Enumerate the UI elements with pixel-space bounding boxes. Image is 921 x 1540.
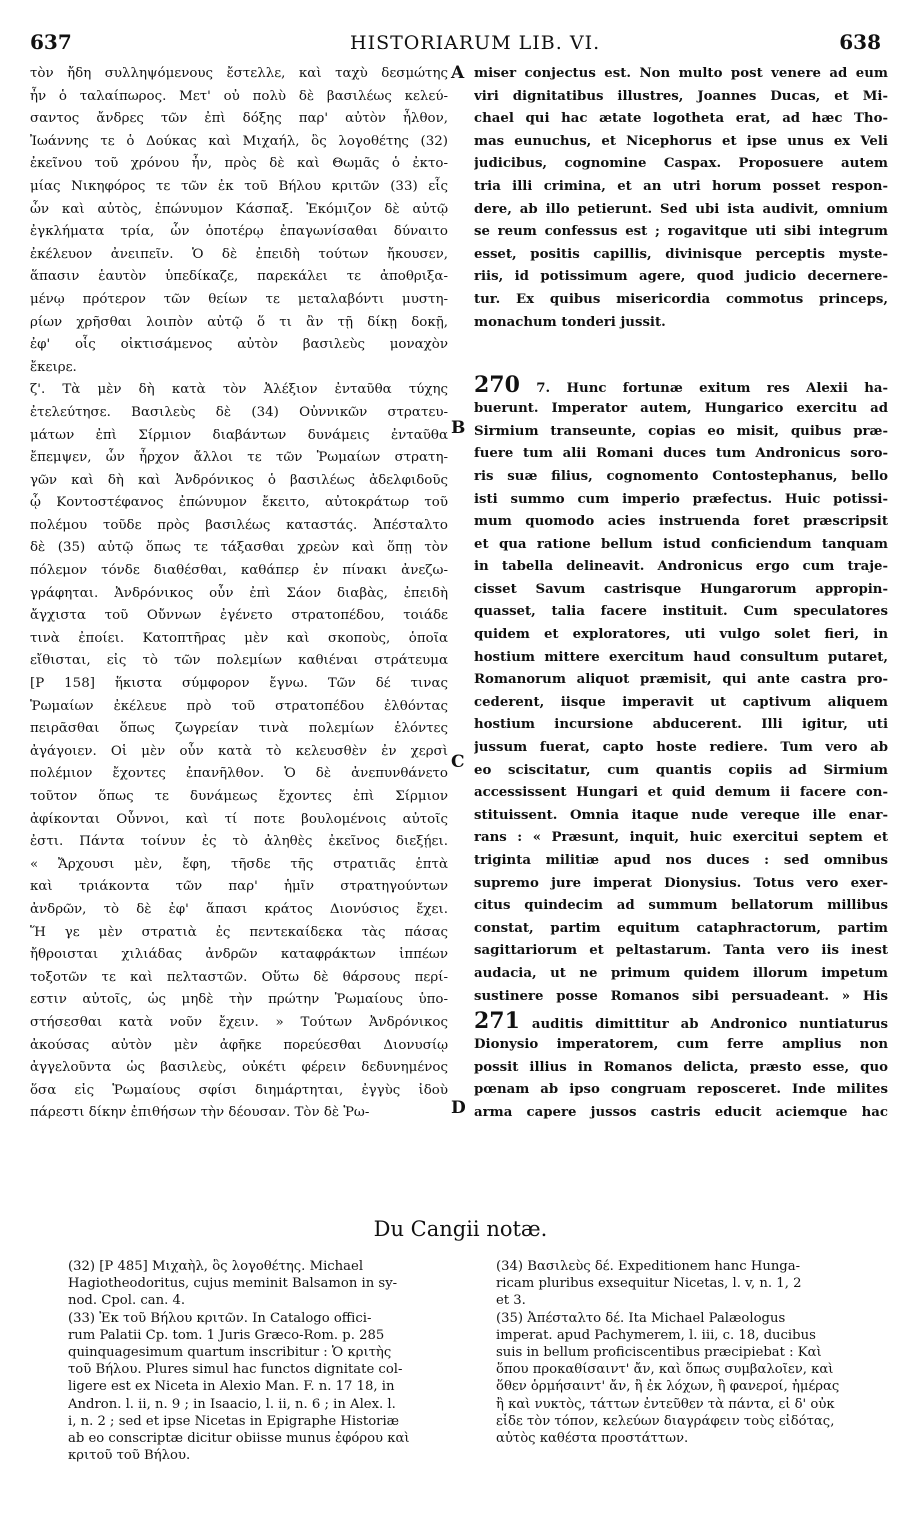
notes-right-line: ἢ καὶ νυκτὸς, τάττων ἐντεῦθεν τὰ πάντα, εἰ δ' οὐκ	[496, 1396, 835, 1412]
latin-b-line: hostium mittere exercitum haud consultum putaret,	[474, 649, 888, 665]
latin-b-line: citus quindecim ad summum bellatorum millibus	[474, 898, 888, 914]
latin-a-line: chael qui hac ætate logotheta erat, ad hæc Tho-	[474, 111, 888, 127]
latin-c-line: possit illius in Romanos delicta, præsto esse, quo	[474, 1059, 888, 1075]
greek-line: Ῥωμαίων ἐκέλευε πρὸ τοῦ στρατοπέδου ἐλθόντας	[30, 698, 448, 714]
greek-line: πολέμιον ἔχοντες ἐπανῆλθον. Ὁ δὲ ἀνεπυνθάνετο	[30, 766, 448, 782]
latin-b-line: supremo jure imperat Dionysius. Totus vero exer-	[474, 875, 888, 891]
latin-b-line: jussum fuerat, capto hoste rediere. Tum vero ab	[474, 740, 888, 756]
greek-line: ἐτελεύτησε. Βασιλεὺς δὲ (34) Οὐννικῶν στρατευ-	[30, 404, 448, 420]
latin-b-line: Sirmium transeunte, copias eo misit, quibus præ-	[474, 423, 888, 439]
greek-line: ἔκειρε.	[30, 359, 77, 375]
notes-left-line: κριτοῦ τοῦ Βήλου.	[68, 1448, 191, 1464]
notes-left-column	[68, 1258, 452, 1464]
greek-line: εστιν αὐτοῖς, ὡς μηδὲ τὴν πρώτην Ῥωμαίους ὑπο-	[30, 992, 448, 1008]
notes-right-line: ὅθεν ὁρμήσαιντ' ἄν, ἢ ἐκ λόχων, ἢ φανεροί, ἡμέρας	[496, 1379, 840, 1395]
greek-line: μάτων ἐπὶ Σίρμιον διαβάντων δυνάμεις ἐνταῦθα	[30, 427, 448, 443]
latin-b-line: quidem et exploratores, uti vulgo solet fieri, in	[474, 627, 888, 643]
greek-line: ζ'. Τὰ μὲν δὴ κατὰ τὸν Ἀλέξιον ἐνταῦθα τύχης	[30, 382, 448, 398]
notes-left-line: rum Palatii Cp. tom. 1 Juris Græco-Rom. p. 285	[68, 1327, 385, 1343]
latin-b-line: hostium incursione abducerent. Illi igitur, uti	[474, 717, 888, 733]
latin-line: 7. Hunc fortunæ exitum res Alexii ha-	[536, 381, 888, 397]
latin-a-line: viri dignitatibus illustres, Joannes Ducas, et Mi-	[474, 88, 888, 104]
greek-line: τινὰ ἐποίει. Κατοπτῆρας μὲν καὶ σκοποὺς, ὁποῖα	[30, 630, 448, 646]
greek-line: ἐγκλήματα τρία, ὧν ὁποτέρῳ ἐπαγωνίσαθαι δύναιτο	[30, 224, 448, 240]
notes-right-line: ὅπου προκαθίσαιντ' ἄν, καὶ ὅπως συμβαλοῖεν, καὶ	[496, 1362, 834, 1378]
notes-right-line: imperat. apud Pachymerem, l. iii, c. 18, ducibus	[496, 1327, 816, 1343]
page-header	[30, 30, 881, 64]
greek-line: [P 158] ἥκιστα σύμφορον ἔγνω. Τῶν δέ τινας	[30, 676, 448, 692]
greek-line: ὅσα εἰς Ῥωμαίους σφίσι διημάρτηται, ἐγγὺς ἰδοὺ	[30, 1082, 448, 1098]
latin-line: auditis dimittitur ab Andronico nuntiaturus	[531, 1017, 888, 1033]
greek-line: πάρεστι δίκην ἐπιθήσων τὴν δέουσαν. Τὸν δὲ Ῥω-	[30, 1105, 370, 1121]
latin-b-line: cederent, iisque imperavit ut captivum aliquem	[474, 694, 888, 710]
latin-b-line: et qua ratione bellum istud conficiendum tanquam	[474, 536, 888, 552]
greek-line: ᾧ Κοντοστέφανος ἐπώνυμον ἔκειτο, αὐτοκράτωρ τοῦ	[30, 495, 448, 511]
greek-line: ὧν καὶ αὐτὸς, ἐπώνυμον Κάσπαξ. Ἐκόμιζον δὲ αὐτῷ	[30, 201, 448, 217]
notes-left-line: Hagiotheodoritus, cujus meminit Balsamon in sy-	[68, 1276, 398, 1292]
greek-line: δὲ (35) αὐτῷ ὅπως τε τάξασθαι χρεὼν καὶ ὅπῃ τὸν	[30, 540, 448, 556]
latin-section-271-first-line	[474, 1008, 888, 1034]
greek-line: ἀκούσας αὐτὸν μὲν ἀφῆκε πορεύεσθαι Διονυσίῳ	[30, 1037, 448, 1053]
latin-b-line: audacia, ut ne primum quidem illorum impetum	[474, 965, 888, 981]
greek-line: ἐφ' οἷς οἰκτισάμενος αὐτὸν βασιλεὺς μοναχὸν	[30, 337, 448, 353]
latin-paragraph-b	[474, 398, 888, 1008]
notes-left-line: quinquagesimum quartum inscribitur : Ὁ κριτὴς	[68, 1344, 392, 1360]
greek-line: ἄγχιστα τοῦ Οὔννων ἐγένετο στρατοπέδου, τοιάδε	[30, 608, 448, 624]
notes-left-line: (33) Ἐκ τοῦ Βήλου κριτῶν. In Catalogo offici-	[68, 1310, 372, 1326]
greek-line: Ἰωάννης τε ὁ Δούκας καὶ Μιχαήλ, ὃς λογοθέτης (32)	[30, 133, 448, 149]
latin-b-line: ris suæ filius, cognomento Contostephanus, bello	[474, 468, 888, 484]
latin-b-line: eo sciscitatur, cum quantis copiis ad Sirmium	[474, 762, 888, 778]
notes-left-line: ligere est ex Niceta in Alexio Man. F. n. 17 18, in	[68, 1379, 395, 1395]
notes-left-line: ab eo conscriptæ dicitur obiisse munus ἐφόρου καὶ	[68, 1430, 410, 1446]
latin-b-line: constat, partim equitum cataphractorum, partim	[474, 920, 888, 936]
greek-line: « Ἄρχουσι μὲν, ἔφη, τῆσδε τῆς στρατιᾶς ἑπτὰ	[30, 856, 448, 872]
latin-b-line: cisset Savum castrisque Hungarorum appropin-	[474, 581, 888, 597]
page-number-right: 638	[839, 30, 881, 54]
latin-b-line: sustinere posse Romanos sibi persuadeant. » His	[474, 988, 888, 1004]
greek-line: ἤθροισται χιλιάδας ἀνδρῶν καταφράκτων ἱππέων	[30, 947, 448, 963]
marginal-number-271: 271	[474, 1008, 520, 1035]
margin-letter-c: C	[451, 752, 465, 772]
latin-a-line: esset, positis capillis, divinisque perceptis myste-	[474, 246, 888, 262]
greek-line: πειρᾶσθαι ὅπως ζωγρείαν τινὰ πολεμίων ἑλόντες	[30, 721, 448, 737]
greek-line: τοῦτον ὅπως τε δυνάμεως ἔχοντες ἐπὶ Σίρμιον	[30, 789, 448, 804]
greek-line: ρίων χρῆσθαι λοιπὸν αὐτῷ ὅ τι ἂν τῇ δίκῃ δοκῇ,	[30, 314, 448, 330]
latin-paragraph-c	[474, 1034, 888, 1124]
margin-letter-d: D	[451, 1098, 466, 1118]
greek-line: ἔπεμψεν, ὧν ἦρχον ἄλλοι τε τῶν Ῥωμαίων στρατη-	[30, 450, 448, 466]
latin-section-7-first-line	[474, 372, 888, 398]
notes-left-line: nod. Cpol. can. 4.	[68, 1293, 186, 1309]
latin-a-line: se reum confessus est ; rogavitque uti sibi integrum	[474, 224, 888, 240]
greek-line: καὶ τριάκοντα τῶν παρ' ἡμῖν στρατηγούντων	[30, 879, 448, 895]
notes-title: Du Cangii notæ.	[373, 1217, 548, 1241]
greek-line: ἐκεῖνου τοῦ χρόνου ἦν, πρὸς δὲ καὶ Θωμᾶς ὁ ἐκτο-	[30, 156, 448, 172]
greek-line: γράφηται. Ἀνδρόνικος οὖν ἐπὶ Σάον διαβὰς, ἐπειδὴ	[30, 585, 448, 601]
latin-b-line: in tabella delineavit. Andronicus ergo cum traje-	[474, 559, 888, 575]
greek-line: τὸν ἤδη συλληψόμενους ἔστελλε, καὶ ταχὺ δεσμώτης	[30, 66, 448, 81]
greek-line: εἴθισται, εἰς τὸ τῶν πολεμίων καθιέναι στράτευμα	[30, 653, 448, 669]
latin-a-line: miser conjectus est. Non multo post venere ad eum	[474, 66, 888, 81]
latin-a-line: tur. Ex quibus misericordia commotus princeps,	[474, 291, 888, 307]
notes-right-line: ricam pluribus exsequitur Nicetas, l. v, n. 1, 2	[496, 1276, 802, 1292]
latin-column	[474, 63, 888, 1125]
greek-line: ἀγγελοῦντα ὡς βασιλεὺς, οὐκέτι φέρειν δεδυνημένος	[30, 1060, 448, 1076]
notes-right-line: εἶδε τὸν τόπον, κελεύων διαγράφειν τοὺς εἰδότας,	[496, 1413, 835, 1429]
margin-letter-b: B	[451, 418, 466, 438]
notes-left-line: (32) [P 485] Μιχαὴλ, ὃς λογοθέτης. Michael	[68, 1259, 364, 1274]
latin-paragraph-a	[474, 63, 888, 334]
running-title: HISTORIARUM LIB. VI.	[350, 32, 601, 54]
greek-line: μένῳ πρότερον τῶν θείων τε μεταλαβόντι μυστη-	[30, 291, 448, 307]
notes-left-line: i, n. 2 ; sed et ipse Nicetas in Epigraphe Historiæ	[68, 1413, 400, 1429]
greek-line: ἐστι. Πάντα τοίνυν ἐς τὸ ἀληθὲς ἐκεῖνος διεξῄει.	[30, 834, 448, 850]
latin-a-line: tria illi crimina, et an utri horum posset respon-	[474, 178, 888, 194]
notes-right-line: αὐτὸς καθέστα προστάττων.	[496, 1430, 689, 1446]
greek-line: πολέμου τοῦδε πρὸς βασιλέως καταστάς. Ἀπέσταλτο	[30, 517, 448, 533]
greek-line: πόλεμον τόνδε διαθέσθαι, καθάπερ ἐν πίνακι ἀνεζω-	[30, 563, 448, 579]
page-number-left: 637	[30, 30, 72, 54]
latin-b-line: stituissent. Omnia itaque nude vereque ille enar-	[474, 807, 888, 823]
latin-b-line: Romanorum aliquot præmisit, qui ante castra pro-	[474, 672, 888, 688]
latin-a-line: mas eunuchus, et Nicephorus et ipse unus ex Veli	[474, 133, 888, 149]
greek-column	[30, 63, 448, 1125]
greek-line: ἀνδρῶν, τὸ δὲ ἐφ' ἅπασι κράτος Διονύσιος ἔχει.	[30, 901, 448, 917]
latin-c-line: Dionysio imperatorem, cum ferre amplius non	[474, 1037, 888, 1053]
latin-b-line: quasset, talia facere instituit. Cum speculatores	[474, 604, 888, 620]
latin-a-line: riis, id potissimum agere, quod judicio decernere-	[474, 269, 888, 285]
latin-a-line: monachum tonderi jussit.	[474, 314, 666, 330]
notes-left-line: Andron. l. ii, n. 9 ; in Isaacio, l. ii, n. 6 ; in Alex. l.	[68, 1396, 396, 1412]
latin-c-line: arma capere jussos castris educit aciemque hac	[474, 1104, 888, 1120]
greek-line: ἐκέλευον ἀνειπεῖν. Ὁ δὲ ἐπειδὴ τούτων ἤκουσεν,	[30, 246, 448, 262]
greek-line: ἅπασιν ἑαυτὸν ὑπεδίκαζε, παρεκάλει τε ἀποθριξα-	[30, 269, 448, 285]
margin-letter-a: A	[451, 63, 465, 83]
notes-right-line: (34) Βασιλεὺς δέ. Expeditionem hanc Hunga-	[496, 1259, 801, 1274]
greek-line: ἦν ὁ ταλαίπωρος. Μετ' οὐ πολὺ δὲ βασιλέως κελεύ-	[30, 88, 448, 104]
latin-a-line: judicibus, cognomine Caspax. Proposuere autem	[474, 156, 888, 172]
latin-b-line: rans : « Præsunt, inquit, huic exercitui septem et	[474, 830, 888, 846]
greek-line: στήσεσθαι κατὰ νοῦν ἔχειν. » Τούτων Ἀνδρόνικος	[30, 1014, 448, 1030]
latin-b-line: isti summo cum imperio præfectus. Huic potissi-	[474, 491, 888, 507]
latin-b-line: fuere tum alii Romani duces tum Andronicus soro-	[474, 446, 888, 462]
latin-c-line: pœnam ab ipso congruam reposceret. Inde milites	[474, 1082, 888, 1098]
latin-a-line: dere, ab illo petierunt. Sed ubi ista audivit, omnium	[474, 201, 888, 217]
notes-right-line: suis in bellum proficiscentibus præcipiebat : Καὶ	[496, 1344, 822, 1360]
greek-line: τοξοτῶν τε καὶ πελταστῶν. Οὕτω δὲ θάρσους περί-	[30, 969, 448, 985]
latin-b-line: triginta militiæ apud nos duces : sed omnibus	[474, 853, 888, 868]
notes-right-column	[496, 1258, 892, 1447]
greek-line: Ἥ γε μὲν στρατιὰ ἐς πεντεκαίδεκα τὰς πάσας	[30, 924, 448, 940]
latin-b-line: accessissent Hungari et quid demum ii facere con-	[474, 785, 888, 801]
notes-left-line: τοῦ Βήλου. Plures simul hac functos dignitate col-	[68, 1362, 403, 1378]
greek-line: ἀφίκονται Οὖννοι, καὶ τί ποτε βουλομένοις αὐτοῖς	[30, 811, 448, 827]
greek-line: μίας Νικηφόρος τε τῶν ἐκ τοῦ Βήλου κριτῶν (33) εἷς	[30, 178, 448, 194]
greek-line: γῶν καὶ δὴ καὶ Ἀνδρόνικος ὁ βασιλέως ἀδελφιδοῦς	[30, 472, 448, 488]
latin-b-line: buerunt. Imperator autem, Hungarico exercitu ad	[474, 401, 888, 417]
latin-b-line: sagittariorum et peltastarum. Tanta vero iis inest	[474, 943, 888, 959]
notes-right-line: (35) Ἀπέσταλτο δέ. Ita Michael Palæologus	[496, 1310, 786, 1326]
greek-line: σαντος ἄνδρες τῶν ἐπὶ δόξης παρ' αὐτὸν ἦλθον,	[30, 111, 448, 127]
greek-line: ἀγάγοιεν. Οἱ μὲν οὖν κατὰ τὸ κελευσθὲν ἐν χερσὶ	[30, 743, 448, 759]
marginal-number-270: 270	[474, 372, 520, 399]
latin-b-line: mum quomodo acies instruenda foret præscripsit	[474, 514, 888, 530]
notes-right-line: et 3.	[496, 1293, 526, 1309]
